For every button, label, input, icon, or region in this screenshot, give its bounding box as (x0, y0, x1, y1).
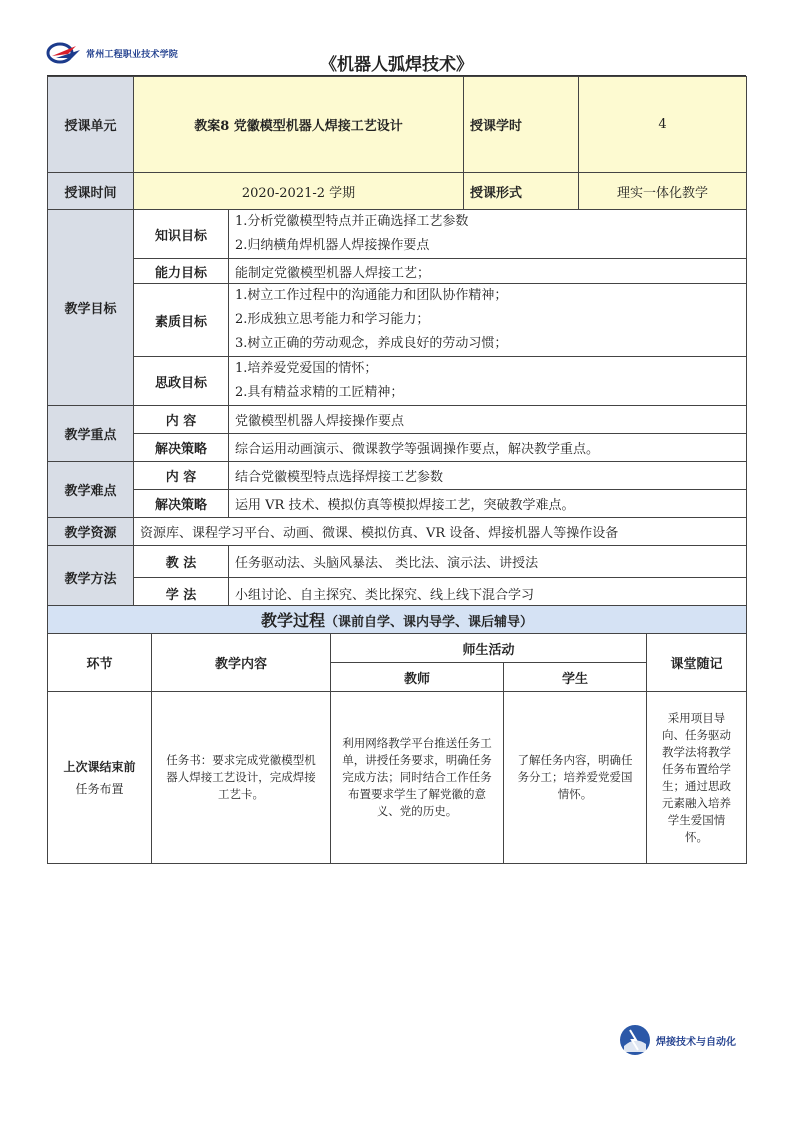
quality-item: 3.树立正确的劳动观念，养成良好的劳动习惯； (235, 336, 508, 351)
diff-strategy-label: 解决策略 (134, 490, 229, 518)
key-strategy: 综合运用动画演示、微课教学等强调操作要点，解决教学重点。 (229, 434, 747, 462)
table-row (48, 692, 747, 864)
ideology-item: 2.具有精益求精的工匠精神； (235, 385, 404, 400)
resources-label: 教学资源 (48, 518, 134, 546)
diff-content-label: 内 容 (134, 462, 229, 490)
knowledge-label: 知识目标 (134, 210, 229, 259)
teach-value: 任务驱动法、头脑风暴法、 类比法、演示法、讲授法 (229, 546, 747, 578)
process-subtitle: （课前自学、课内导学、课后辅导） (325, 615, 534, 630)
student-cell: 了解任务内容，明确任务分工；培养爱党爱国情怀。 (504, 692, 647, 864)
key-content: 党徽模型机器人焊接操作要点 (229, 406, 747, 434)
welding-emblem-icon (618, 1022, 652, 1058)
key-strategy-label: 解决策略 (134, 434, 229, 462)
col-notes: 课堂随记 (647, 634, 747, 692)
quality-item: 1.树立工作过程中的沟通能力和团队协作精神； (235, 288, 508, 303)
content-cell: 任务书：要求完成党徽模型机器人焊接工艺设计，完成焊接工艺卡。 (152, 692, 331, 864)
document-title: 《机器人弧焊技术》 (320, 55, 473, 75)
resources-value: 资源库、课程学习平台、动画、微课、模拟仿真、VR 设备、焊接机器人等操作设备 (134, 518, 747, 546)
learn-label: 学 法 (134, 578, 229, 610)
ideology-item: 1.培养爱党爱国的情怀； (235, 361, 378, 376)
unit-label: 授课单元 (48, 77, 134, 173)
key-points-label: 教学重点 (48, 406, 134, 462)
diff-content: 结合党徽模型特点选择焊接工艺参数 (229, 462, 747, 490)
hours-label: 授课学时 (464, 77, 579, 173)
col-activity: 师生活动 (331, 634, 647, 663)
diff-strategy: 运用 VR 技术、模拟仿真等模拟焊接工艺，突破教学难点。 (229, 490, 747, 518)
quality-label: 素质目标 (134, 284, 229, 357)
stage-sub: 任务布置 (75, 781, 124, 796)
quality-list (229, 284, 747, 357)
col-stage: 环节 (48, 634, 152, 692)
objectives-table (47, 209, 747, 610)
col-teacher: 教师 (331, 663, 504, 692)
ideology-list (229, 357, 747, 406)
process-title-cell (48, 606, 747, 634)
form-label: 授课形式 (464, 173, 579, 210)
process-title: 教学过程 (261, 611, 326, 630)
time-value: 2020-2021-2 学期 (134, 173, 464, 210)
objectives-label: 教学目标 (48, 210, 134, 406)
knowledge-item: 2.归纳横角焊机器人焊接操作要点 (235, 238, 430, 253)
footer-brand (618, 1022, 736, 1058)
notes-cell: 采用项目导向、任务驱动教学法将教学任务布置给学生；通过思政元素融入培养学生爱国情怀。 (647, 692, 747, 864)
time-label: 授课时间 (48, 173, 134, 210)
quality-item: 2.形成独立思考能力和学习能力； (235, 312, 430, 327)
unit-value: 教案8 党徽模型机器人焊接工艺设计 (134, 77, 464, 173)
hours-value: 4 (579, 77, 747, 173)
col-content: 教学内容 (152, 634, 331, 692)
ability-label: 能力目标 (134, 259, 229, 284)
col-student: 学生 (504, 663, 647, 692)
difficulties-label: 教学难点 (48, 462, 134, 518)
process-table (47, 605, 747, 864)
stage-cell (48, 692, 152, 864)
lesson-info-table (47, 76, 747, 210)
methods-label: 教学方法 (48, 546, 134, 610)
key-content-label: 内 容 (134, 406, 229, 434)
stage-title: 上次课结束前 (63, 759, 136, 774)
learn-value: 小组讨论、自主探究、类比探究、线上线下混合学习 (229, 578, 747, 610)
ideology-label: 思政目标 (134, 357, 229, 406)
knowledge-list (229, 210, 747, 259)
school-name: 常州工程职业技术学院 (86, 49, 179, 60)
teach-label: 教 法 (134, 546, 229, 578)
form-value: 理实一体化教学 (579, 173, 747, 210)
knowledge-item: 1.分析党徽模型特点并正确选择工艺参数 (235, 214, 469, 229)
teacher-cell: 利用网络教学平台推送任务工单，讲授任务要求，明确任务完成方法；同时结合工作任务布置要求学生了解党徽的意义、党的历史。 (331, 692, 504, 864)
ability-item: 能制定党徽模型机器人焊接工艺； (229, 259, 747, 284)
footer-text: 焊接技术与自动化 (656, 1036, 736, 1048)
